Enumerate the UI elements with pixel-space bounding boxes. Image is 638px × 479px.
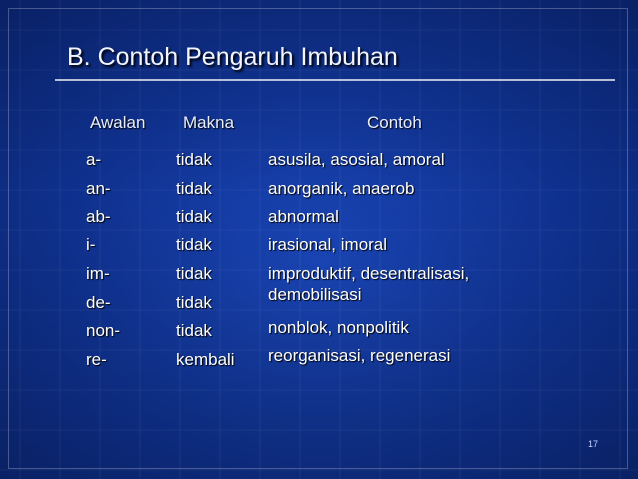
slide-title: B. Contoh Pengaruh Imbuhan [67, 43, 398, 71]
contoh-cell: anorganik, anaerob [268, 179, 415, 198]
title-divider [55, 79, 615, 81]
awalan-cell: an- [86, 179, 111, 198]
awalan-cell: a- [86, 150, 102, 169]
contoh-cell: asusila, asosial, amoral [268, 150, 445, 169]
awalan-cell: re- [86, 350, 107, 369]
header-contoh: Contoh [367, 113, 422, 132]
contoh-cell: improduktif, desentralisasi, [268, 264, 470, 283]
awalan-cell: non- [86, 321, 121, 340]
contoh-cell: reorganisasi, regenerasi [268, 346, 451, 365]
makna-cell: tidak [176, 207, 212, 226]
makna-cell: tidak [176, 179, 212, 198]
awalan-cell: ab- [86, 207, 111, 226]
contoh-cell: irasional, imoral [268, 235, 388, 254]
awalan-cell: i- [86, 235, 96, 254]
makna-cell: kembali [176, 350, 235, 369]
contoh-cell: demobilisasi [268, 285, 362, 304]
page-number: 17 [588, 439, 599, 449]
makna-cell: tidak [176, 150, 212, 169]
header-awalan: Awalan [90, 113, 146, 132]
awalan-cell: de- [86, 293, 111, 312]
makna-cell: tidak [176, 321, 212, 340]
makna-cell: tidak [176, 264, 212, 283]
makna-cell: tidak [176, 293, 212, 312]
makna-cell: tidak [176, 235, 212, 254]
header-makna: Makna [183, 113, 235, 132]
awalan-cell: im- [86, 264, 110, 283]
contoh-cell: nonblok, nonpolitik [268, 318, 409, 337]
contoh-cell: abnormal [268, 207, 339, 226]
